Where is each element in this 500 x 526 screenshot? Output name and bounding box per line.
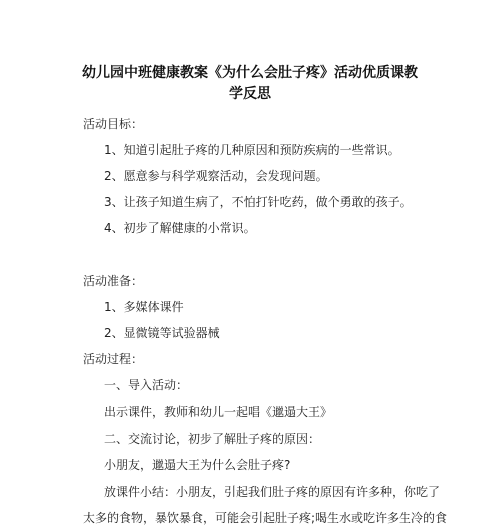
process-step-1: 一、导入活动： [104, 378, 189, 392]
process-step-2: 二、交流讨论，初步了解肚子疼的原因： [104, 432, 321, 446]
title-line-2: 学反思 [229, 86, 271, 102]
document-title [60, 63, 440, 105]
process-text-1: 出示课件，教师和幼儿一起唱《邋遢大王》 [104, 405, 333, 419]
goal-item-3: 3、让孩子知道生病了，不怕打针吃药，做个勇敢的孩子。 [104, 195, 412, 209]
prep-item-2: 2、显微镜等试验器械 [104, 326, 220, 340]
goal-item-2: 2、愿意参与科学观察活动，会发现问题。 [104, 169, 328, 183]
process-text-continuation: 太多的食物，暴饮暴食，可能会引起肚子疼;喝生水或吃许多生冷的食 [83, 511, 448, 525]
goal-item-1: 1、知道引起肚子疼的几种原因和预防疾病的一些常识。 [104, 143, 400, 157]
goal-item-4: 4、初步了解健康的小常识。 [104, 221, 256, 235]
prep-item-1: 1、多媒体课件 [104, 300, 184, 314]
goals-heading: 活动目标： [83, 117, 144, 131]
prep-heading: 活动准备： [83, 274, 144, 288]
process-text-3: 放课件小结：小朋友，引起我们肚子疼的原因有许多种，你吃了 [104, 485, 441, 499]
process-heading: 活动过程： [83, 352, 144, 366]
process-text-2: 小朋友，邋遢大王为什么会肚子疼? [104, 458, 291, 472]
title-line-1: 幼儿园中班健康教案《为什么会肚子疼》活动优质课教 [82, 65, 418, 81]
